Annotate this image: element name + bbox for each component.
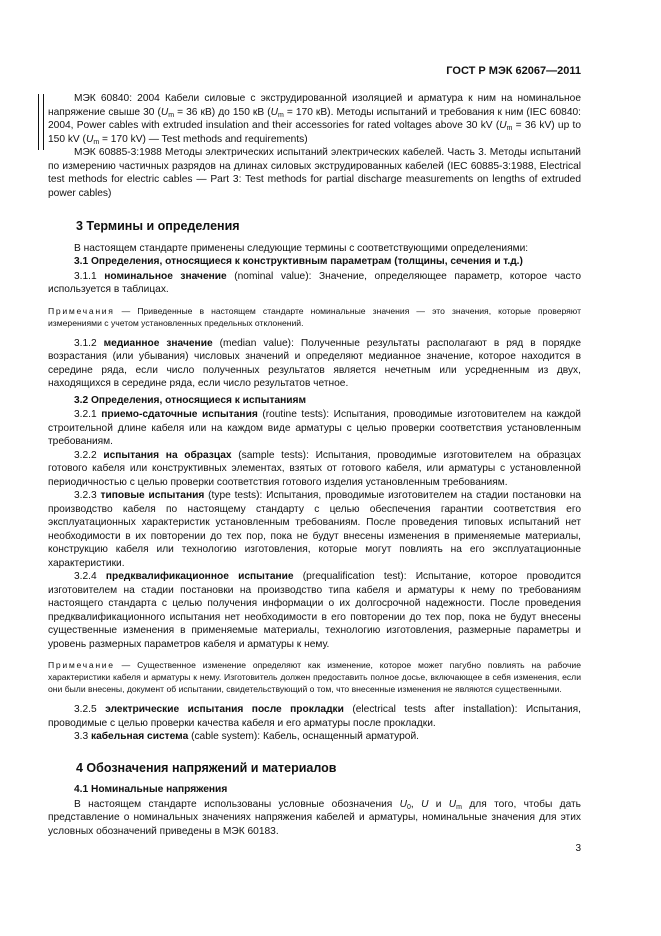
note-3-1-1: Примечания — Приведенные в настоящем стандарте номинальные значения — это значения, которые проверяют измерениями с учетом установленных предельных отклонений. — [48, 305, 581, 328]
term-3-2-4: 3.2.4 предквалификационное испытание (prequalification test): Испытание, которое проводится изготовителем на стадии постановки на производство типа кабеля и арматуры к нему по требованиям настоящего стандарта с целью получения информации о их долгосрочной надежности. После проведения предквалификационного испытания нет необходимости в его повторении до тех пор, пока не будут внесены существенные изменения в применяемые материалы, технологию изготовления, размерные параметры и уровень размерных параметров кабеля и арматуры к нему. — [48, 571, 581, 650]
term-3-2-2: 3.2.2 испытания на образцах (sample tests): Испытания, проводимые изготовителем на образцах готового кабеля или конструктивных элементах, взятых от готового кабеля, или арматуры с установленной периодичностью с целью проверки соответствия готового изделия установленным требованиям. — [48, 449, 581, 488]
section-3-heading: 3 Термины и определения — [76, 219, 240, 233]
subsection-4-1-heading: 4.1 Номинальные напряжения — [74, 784, 228, 795]
term-3-2-3: 3.2.3 типовые испытания (type tests): Испытания, проводимые изготовителем на стадии постановки на производство кабеля по настоящему стандарту с целью обеспечения гарантии соответствия его эксплуатационных характеристик установленным требованиям. После проведения типовых испытаний нет необходимости в их повторении до тех пор, пока не будут внесены изменения в применяемые материалы, конструкцию кабеля или технологию изготовления, которые могут повлиять на его эксплуатационные характеристики. — [48, 490, 581, 569]
term-3-2-1: 3.2.1 приемо-сдаточные испытания (routine tests): Испытания, проводимые изготовителем на каждой строительной длине кабеля или на каждом виде арматуры с целью проверки соответствия установленным требованиям. — [48, 409, 581, 447]
subsection-3-2-heading: 3.2 Определения, относящиеся к испытаниям — [74, 394, 307, 406]
section-3-intro: В настоящем стандарте применены следующие термины с соответствующими определениями: — [74, 242, 529, 254]
term-3-3: 3.3 кабельная система (cable system): Кабель, оснащенный арматурой. — [74, 731, 419, 742]
section-4-heading: 4 Обозначения напряжений и материалов — [76, 760, 337, 775]
document-code: ГОСТ Р МЭК 62067—2011 — [446, 65, 581, 77]
amended-reference-block — [48, 92, 581, 146]
note-3-2-4: Примечание — Существенное изменение определяют как изменение, которое может пагубно повлиять на рабочие характеристики кабеля и арматуры к нему. Изготовитель должен предоставить полное досье, включающее в себя изменения, если они были внесены, документ об испытании, свидетельствующий о том, что внесенные изменения не являются существенными. — [48, 660, 581, 694]
section-4-1-paragraph: В настоящем стандарте использованы условные обозначения $U_0$, U и $U_m$ для того, чтобы дать представление о номинальных значениях напряжения кабелей и арматуры, номинальные значения для этих условных обозначений приведены в МЭК 60183. — [48, 798, 581, 837]
change-marker-bar — [38, 94, 44, 150]
term-3-1-2: 3.1.2 медианное значение (median value): Полученные результаты располагают в ряд в порядке возрастания (или убывания) числовых значений и определяют медианное значение, которое находится в середине ряда, если число полученных результатов является нечетным или усредненным из двух, находящихся в середине ряда, если число результатов четное. — [48, 337, 581, 389]
subsection-3-1-heading: 3.1 Определения, относящиеся к конструктивным параметрам (толщины, сечения и т.д.) — [74, 256, 523, 267]
page-content — [48, 92, 581, 838]
term-3-2-5: 3.2.5 электрические испытания после прокладки (electrical tests after installation): Испытания, проводимые с целью проверки качества кабеля и его арматуры после прокладки. — [48, 704, 581, 729]
reference-iec-60885-3: МЭК 60885-3:1988 Методы электрических испытаний электрических кабелей. Часть 3. Методы испытаний по измерению частичных разрядов на длинах силовых экструдированных кабелей (IEC 60885-3:1988, Electrical test methods for electric cables — Part 3: Test methods for partial discharge measurements on lengths of extruded power cables) — [48, 147, 581, 199]
reference-iec-60840: МЭК 60840: 2004 Кабели силовые с экструдированной изоляцией и арматура к ним на номинальное напряжение свыше 30 ($U_m = 36$ кВ) до 150 кВ ($U_m = 170$ кВ). Методы испытаний и требования к ним (IEC 60840: 2004, Power cables with extruded insulation and their accessories for rated voltages above 30 kV ($U_m = 36$ kV) up to 150 kV ($U_m = 170$ kV) — Test methods and requirements) — [48, 93, 582, 146]
term-3-1-1: 3.1.1 номинальное значение (nominal value): Значение, определяющее параметр, которое часто используется в таблицах. — [48, 270, 581, 295]
page-number: 3 — [575, 843, 581, 854]
